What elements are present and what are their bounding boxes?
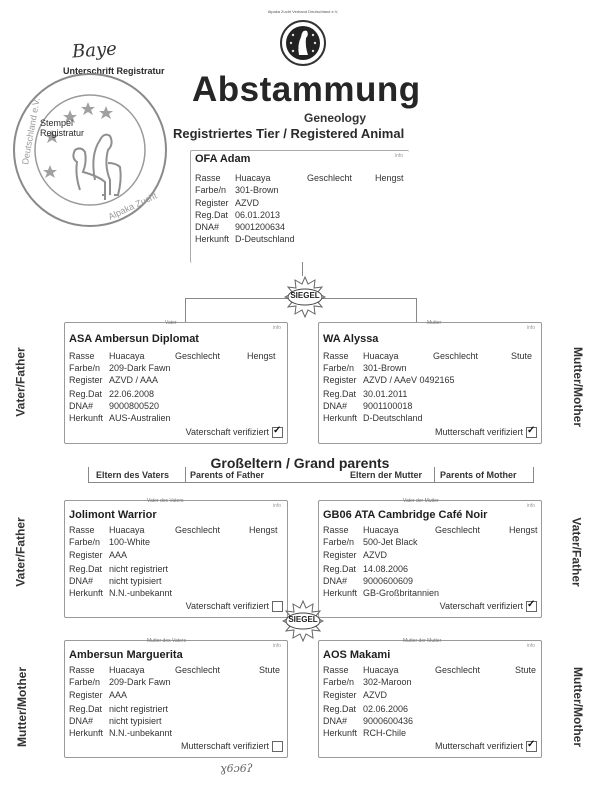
page-subtitle: Geneology — [303, 111, 366, 125]
field-label: Geschlecht — [175, 665, 221, 675]
field-label: Herkunft — [69, 588, 104, 598]
paternity-verified — [186, 601, 283, 612]
field-label: Register — [323, 690, 357, 700]
color-value: 209-Dark Fawn — [109, 677, 171, 687]
svg-text:Deutschland e.V.: Deutschland e.V. — [20, 96, 42, 166]
breed-value: Huacaya — [363, 351, 399, 361]
register-value: AZVD — [235, 198, 260, 208]
card-tag: Mutter des Vaters — [147, 638, 187, 644]
origin-value: D-Deutschland — [235, 234, 295, 244]
regdate-value: nicht registriert — [109, 704, 169, 714]
field-label: Farbe/n — [323, 537, 355, 547]
register-value: AZVD / AAA — [109, 375, 159, 385]
register-value: AAA — [109, 550, 128, 560]
origin-value: RCH-Chile — [363, 728, 407, 738]
register-value: AZVD — [363, 550, 388, 560]
seal-badge — [282, 600, 324, 642]
origin-value: AUS-Australien — [109, 413, 171, 423]
paternity-verified — [186, 427, 283, 438]
logo-caption: Alpaka Zucht Verband Deutschland e.V. — [267, 9, 339, 14]
dna-value: 9001100018 — [363, 401, 413, 411]
divider-line — [185, 467, 186, 483]
father-side-en: Parents of Father — [190, 470, 265, 480]
field-label: Herkunft — [69, 413, 104, 423]
grandmother-name: Ambersun Marguerita — [69, 649, 183, 661]
field-label: Farbe/n — [323, 363, 355, 373]
origin-value: N.N.-unbekannt — [109, 588, 173, 598]
side-label-father: Vater/Father — [13, 517, 28, 587]
breed-value: Huacaya — [363, 665, 399, 675]
association-logo — [267, 5, 339, 75]
regdate-value: 14.08.2006 — [363, 564, 409, 574]
breed-value: Huacaya — [109, 665, 145, 675]
maternal-grandfather-card — [318, 500, 542, 618]
field-label: Farbe/n — [195, 185, 227, 195]
footer-signature: ɣ6ɔ6ʔ — [220, 762, 253, 775]
field-label: Register — [195, 198, 229, 208]
verify-label: Vaterschaft verifiziert — [185, 601, 269, 611]
checkbox-checked[interactable] — [526, 601, 537, 612]
divider-line — [434, 467, 435, 483]
paternity-verified — [440, 601, 537, 612]
dna-value: 9000600609 — [363, 576, 414, 586]
field-label: Farbe/n — [69, 677, 101, 687]
signature-label: Unterschrift Registratur — [63, 66, 165, 76]
field-label: Geschlecht — [435, 525, 481, 535]
divider-line — [533, 467, 534, 483]
field-label: Reg.Dat — [323, 704, 357, 714]
field-label: DNA# — [323, 716, 348, 726]
field-label: Herkunft — [323, 728, 358, 738]
field-label: Geschlecht — [175, 525, 221, 535]
page-title: Abstammung — [192, 70, 421, 109]
registered-heading: Registriertes Tier / Registered Animal — [173, 126, 405, 141]
dna-value: 9000800520 — [109, 401, 160, 411]
field-label: Geschlecht — [435, 665, 481, 675]
field-label: Geschlecht — [175, 351, 221, 361]
breed-value: Huacaya — [109, 525, 145, 535]
divider-line — [88, 482, 534, 483]
card-tag: Vater — [165, 320, 177, 326]
card-tag: Mutter — [427, 320, 442, 326]
registry-stamp — [10, 70, 170, 230]
checkbox-checked[interactable] — [526, 427, 537, 438]
checkbox-checked[interactable] — [272, 427, 283, 438]
field-label: Herkunft — [195, 234, 230, 244]
mother-side-en: Parents of Mother — [440, 470, 517, 480]
info-icon: info — [272, 325, 281, 331]
info-icon: info — [526, 503, 535, 509]
divider-line — [88, 467, 89, 483]
card-tag: Vater der Mutter — [403, 498, 439, 504]
dna-value: 9001200634 — [235, 222, 286, 232]
field-label: Rasse — [323, 525, 349, 535]
field-label: Herkunft — [323, 588, 358, 598]
seal-label: SIEGEL — [288, 615, 318, 624]
verify-label: Vaterschaft verifiziert — [185, 427, 269, 437]
field-label: Farbe/n — [69, 537, 101, 547]
dna-value: 9000600436 — [363, 716, 414, 726]
origin-value: D-Deutschland — [363, 413, 423, 423]
field-label: DNA# — [323, 576, 348, 586]
regdate-value: nicht registriert — [109, 564, 169, 574]
side-label-father: Vater/Father — [569, 517, 584, 587]
color-value: 100-White — [109, 537, 151, 547]
color-value: 500-Jet Black — [363, 537, 418, 547]
seal-badge — [284, 276, 326, 318]
field-label: DNA# — [69, 716, 94, 726]
field-label: Farbe/n — [69, 363, 101, 373]
register-value: AZVD — [363, 690, 388, 700]
field-label: Reg.Dat — [195, 210, 229, 220]
verify-label: Mutterschaft verifiziert — [434, 427, 523, 437]
sex-value: Hengst — [249, 525, 278, 535]
grandmother-name: AOS Makami — [323, 649, 391, 661]
maternity-verified — [435, 741, 537, 752]
field-label: Geschlecht — [433, 351, 479, 361]
field-label: Reg.Dat — [69, 564, 103, 574]
connector-line — [302, 262, 303, 276]
side-label-mother: Mutter/Mother — [571, 667, 585, 747]
sex-value: Hengst — [375, 173, 404, 183]
dna-value: nicht typisiert — [109, 716, 162, 726]
sex-value: Stute — [511, 351, 533, 361]
field-label: Reg.Dat — [323, 389, 357, 399]
color-value: 209-Dark Fawn — [109, 363, 171, 373]
verify-label: Mutterschaft verifiziert — [434, 741, 523, 751]
info-icon: info — [272, 643, 281, 649]
breed-value: Huacaya — [235, 173, 271, 183]
regdate-value: 06.01.2013 — [235, 210, 281, 220]
field-label: Herkunft — [323, 413, 358, 423]
sex-value: Hengst — [509, 525, 538, 535]
field-label: Rasse — [323, 351, 349, 361]
checkbox-checked[interactable] — [526, 741, 537, 752]
field-label: Register — [69, 375, 103, 385]
grandfather-name: Jolimont Warrior — [69, 509, 157, 521]
color-value: 301-Brown — [363, 363, 407, 373]
grandparents-heading: Großeltern / Grand parents — [210, 455, 390, 471]
paternal-grandfather-card — [64, 500, 288, 618]
mother-name: WA Alyssa — [323, 333, 379, 345]
register-value: AZVD / AAeV 0492165 — [363, 375, 455, 385]
card-tag: Mutter der Mutter — [403, 638, 442, 644]
field-label: Farbe/n — [323, 677, 355, 687]
info-icon: info — [394, 153, 403, 159]
field-label: Geschlecht — [307, 173, 353, 183]
field-label: Register — [69, 690, 103, 700]
regdate-value: 22.06.2008 — [109, 389, 155, 399]
sex-value: Hengst — [247, 351, 276, 361]
maternity-verified — [435, 427, 537, 438]
father-card — [64, 322, 288, 444]
signature: Baye — [71, 38, 118, 63]
field-label: Reg.Dat — [69, 389, 103, 399]
card-tag: Vater des Vaters — [147, 498, 184, 504]
sex-value: Stute — [259, 665, 281, 675]
field-label: DNA# — [323, 401, 348, 411]
origin-value: GB-Großbritannien — [363, 588, 440, 598]
origin-value: N.N.-unbekannt — [109, 728, 173, 738]
field-label: Reg.Dat — [323, 564, 357, 574]
paternal-grandmother-card — [64, 640, 288, 758]
field-label: Rasse — [69, 665, 95, 675]
breed-value: Huacaya — [109, 351, 145, 361]
father-side-de: Eltern des Vaters — [96, 470, 170, 480]
grandfather-name: GB06 ATA Cambridge Café Noir — [323, 509, 488, 521]
field-label: Rasse — [69, 525, 95, 535]
info-icon: info — [526, 325, 535, 331]
field-label: Rasse — [195, 173, 221, 183]
field-label: DNA# — [69, 576, 94, 586]
field-label: Register — [69, 550, 103, 560]
dna-value: nicht typisiert — [109, 576, 162, 586]
field-label: Register — [323, 550, 357, 560]
regdate-value: 02.06.2006 — [363, 704, 409, 714]
maternal-grandmother-card — [318, 640, 542, 758]
verify-label: Mutterschaft verifiziert — [180, 741, 269, 751]
connector-line — [416, 298, 417, 322]
seal-label: SIEGEL — [290, 291, 320, 300]
color-value: 301-Brown — [235, 185, 279, 195]
mother-card — [318, 322, 542, 444]
field-label: Register — [323, 375, 357, 385]
alpaca-logo-icon — [275, 5, 331, 75]
stamp-label: Stempel Registratur — [40, 118, 85, 138]
register-value: AAA — [109, 690, 128, 700]
field-label: Reg.Dat — [69, 704, 103, 714]
field-label: DNA# — [195, 222, 220, 232]
animal-name: OFA Adam — [195, 153, 251, 165]
maternity-verified — [181, 741, 283, 752]
field-label: Rasse — [69, 351, 95, 361]
checkbox-unchecked[interactable] — [272, 741, 283, 752]
verify-label: Vaterschaft verifiziert — [439, 601, 523, 611]
stamp-graphic — [10, 70, 170, 230]
breed-value: Huacaya — [363, 525, 399, 535]
field-label: Herkunft — [69, 728, 104, 738]
info-icon: info — [526, 643, 535, 649]
registered-animal-card — [190, 150, 409, 263]
field-label: Rasse — [323, 665, 349, 675]
father-name: ASA Ambersun Diplomat — [69, 333, 199, 345]
mother-side-de: Eltern der Mutter — [350, 470, 423, 480]
side-label-mother: Mutter/Mother — [571, 347, 585, 427]
side-label-mother: Mutter/Mother — [15, 667, 29, 747]
sex-value: Stute — [515, 665, 537, 675]
info-icon: info — [272, 503, 281, 509]
svg-text:Alpaka Zucht: Alpaka Zucht — [106, 190, 159, 222]
connector-line — [185, 298, 186, 322]
field-label: DNA# — [69, 401, 94, 411]
regdate-value: 30.01.2011 — [363, 389, 408, 399]
color-value: 302-Maroon — [363, 677, 412, 687]
side-label-father: Vater/Father — [13, 347, 28, 417]
